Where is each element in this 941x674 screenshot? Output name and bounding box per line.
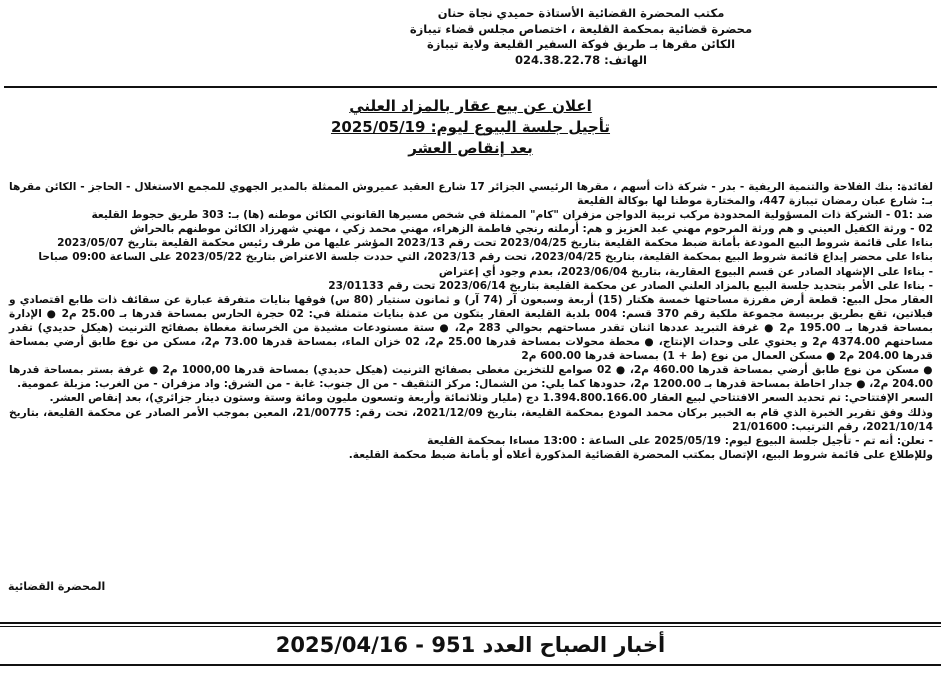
paragraph-deposit-report: بناءا على محضر إيداع قائمة شروط البيع بمحكمة القليعة، بتاريخ 2023/04/25، تحت رقم 2023/13، التي حددت جلسة الاعتراض بتاريخ 2023/05/22 على الساعة 09:00 صباحا [38,251,933,264]
header-office-name: مكتب المحضرة القضائية الأستاذة حميدي نجاة حنان [437,6,725,20]
paragraph-defendant-2: 02 - ورثة الكفيل العيني و هم ورثة المرحوم مهني عبد العزيز و هم: أرملته رنجي فاطمة الزهراء، مهني محمد زكي ، مهني شهرزاد الكائن موطنهم بالحراش [129,223,933,236]
footer-divider-top [0,622,941,624]
paragraph-property-description: العقار محل البيع: قطعة أرض مفرزة مساحتها خمسة هكتار (15) أربعة وسبعون آر (74 آر) و ثمانون سنتيار (80 س) فوقها بنايات متفرقة عبارة عن سقائف ذات طابع اقتصادي و فيلاتين، تقع بطريق بربيسة مجموعة ملكية رقم 370 قسم: 004 بلدية القليعة العقار يتكون من عدة بنايات متمثلة في: 02 حجرة الحارس بمساحة قدرها بـ 25.00 م2 ● الإدارة بمساحة قدرها بـ 195.00 م2 ● غرفة التبريد عددها اثنان تقدر مساحتهم بحوالي 283 م2، ● ستة مستودعات مشيدة من الخرسانة مغطاة بصفائح الترنيت (هيكل حديدي) تقدر مساحتهم 4374.00 م2 و يحتوي على وحدات الإنتاج، ● محطة محولات بمساحة قدرها 25.00 م2، 02 خزان الماء، بمساحة قدرها 73.00 م2، مسكن من نوع طابق أرضي بمساحة قدرها 204.00 م2 ● مسكن العمال من نوع (ط + 1) بمساحة قدرها 600.00 م2 [9,293,934,363]
notice-title: اعلان عن بيع عقار بالمزاد العلني [349,97,592,115]
paragraph-property-boundaries: ● مسكن من نوع طابق أرضي بمساحة قدرها 460.00 م2، ● 02 صوامع للتخزين مغطى بصفائح الترنيت (هيكل حديدي) بمساحة قدرها 1000,00 م2 ● غرفة بستر بمساحة قدرها 204.00 م2، ● جدار احاطة بمساحة قدرها بـ 1200.00 م2، حدودها كما يلي: من الشمال: مركز التثقيف - من ال جنوب: غابة - من الشرق: واد مزفران - من الغرب: مزبلة عمومية. [9,364,933,391]
signature: المحضرة القضائية [8,580,106,593]
paragraph-contact: وللإطلاع على قائمة شروط البيع، الإتصال بمكتب المحضرة القضائية المذكورة أعلاه أو بأمانة ضبط محكمة القليعة. [348,448,933,461]
header-phone-label: الهاتف: [604,52,647,67]
paragraph-no-objection: - بناءا على الإشهاد الصادر عن قسم البيوع العقارية، بتاريخ 2023/06/04، بعدم وجود أي إعتراض [438,265,933,278]
paragraph-beneficiary: لفائدة: بنك الفلاحة والتنمية الريفية - بدر - شركة ذات أسهم ، مقرها الرئيسي الجزائر 17 شارع العقيد عميروش الممثلة بالمدير الجهوي للمجمع الاستغلال - الحاجز - الكائن مقرها بـ: شارع عبان رمضان تيبازة 447، والمختارة موطنا لها بوكالة القليعة [9,181,933,208]
header-jurisdiction: محضرة قضائية بمحكمة القليعة ، اختصاص مجلس قضاء تيبازة [409,21,753,36]
paragraph-defendant-1: ضد :01 - الشركة ذات المسؤولية المحدودة مركب تربية الدواجن مزفران "كام" الممثلة في شخص مسيرها القانوني الكائن موطنه (ها) بـ: 303 طريق حجوط القليعة [91,209,933,222]
paragraph-opening-price: السعر الإفتتاحي: تم تحديد السعر الافتتاحي لبيع العقار 1.394.800.166.00 دج (مليار وثلاثمائة وأربعة وتسعون مليون ومائة وستة وستون دينار جزائري)، بعد إنقاص العشر. [49,392,933,405]
paragraph-sale-order: - بناءا على الأمر بتحديد جلسة البيع بالمزاد العلني الصادر عن محكمة القليعة بتاريخ 2023/06/14 تحت رقم 23/01133 [328,279,933,292]
notice-subtitle: بعد إنقاص العشر [408,139,533,157]
newspaper-footer: أخبار الصباح العدد 951 - 2025/04/16 [275,633,666,657]
notice-session-date: تأجيل جلسة البيوع ليوم: 2025/05/19 [330,118,611,136]
paragraph-expert-report: وذلك وفق تقرير الخبرة الذي قام به الخبير بركان محمد المودع بمحكمة القليعة، بتاريخ 2021/12/09، تحت رقم: 21/00775، المعين بموجب الأمر الصادر عن محكمة القليعة، بتاريخ 2021/10/14، رقم الترتيب: 21/01600 [9,406,934,433]
footer-divider-inner [0,626,941,627]
header-phone-number: 024.38.22.78 [515,52,601,67]
header-phone-line [371,53,791,69]
paragraph-postponement: - نعلن: أنه تم - تأجيل جلسة البيوع ليوم: 2025/05/19 على الساعة : 13:00 مساءا بمحكمة القليعة [427,434,933,447]
notice-titles [0,96,941,159]
header-address: الكائن مقرها بـ طريق فوكة السفير القليعة ولاية تيبازة [426,37,736,52]
notice-body [9,180,933,462]
footer-divider-bottom [0,664,941,666]
bailiff-office-header [371,6,791,68]
paragraph-conditions-list: بناءا على قائمة شروط البيع المودعة بأمانة ضبط محكمة القليعة بتاريخ 2023/04/25 تحت رقم 2023/13 المؤشر عليها من طرف رئيس محكمة القليعة بتاريخ 2023/05/07 [57,237,933,250]
header-divider [4,86,937,88]
